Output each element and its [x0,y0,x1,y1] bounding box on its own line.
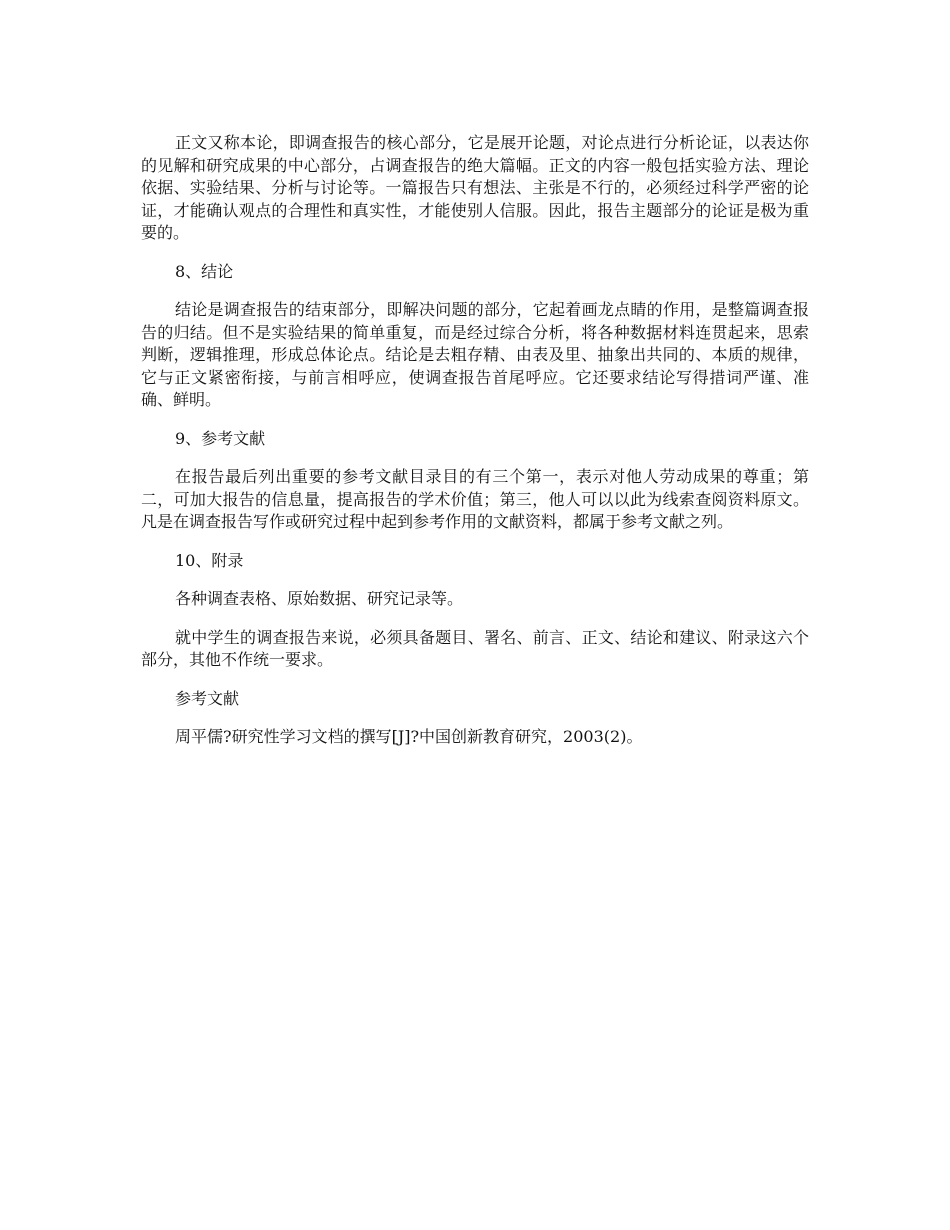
body-paragraph: 正文又称本论，即调查报告的核心部分，它是展开论题，对论点进行分析论证，以表达你的见解和研究成果的中心部分，占调查报告的绝大篇幅。正文的内容一般包括实验方法、理论依据、实验结果、分析与讨论等。一篇报告只有想法、主张是不行的，必须经过科学严密的论证，才能确认观点的合理性和真实性，才能使别人信服。因此，报告主题部分的论证是极为重要的。 [141,133,809,242]
section-heading-references: 9、参考文献 [175,428,266,448]
reference-item: 周平儒?研究性学习文档的撰写[J]?中国创新教育研究，2003(2)。 [175,727,643,746]
appendix-paragraph: 各种调查表格、原始数据、研究记录等。 [175,589,464,608]
section-heading-appendix: 10、附录 [175,550,244,570]
references-paragraph: 在报告最后列出重要的参考文献目录目的有三个第一，表示对他人劳动成果的尊重；第二，可加大报告的信息量，提高报告的学术价值；第三，他人可以以此为线索查阅资料原文。凡是在调查报告写作或研究过程中起到参考作用的文献资料，都属于参考文献之列。 [141,467,809,531]
conclusion-paragraph: 结论是调查报告的结束部分，即解决问题的部分，它起着画龙点睛的作用，是整篇调查报告的归结。但不是实验结果的简单重复，而是经过综合分析，将各种数据材料连贯起来，思索判断，逻辑推理，形成总体论点。结论是去粗存精、由表及里、抽象出共同的、本质的规律，它与正文紧密衔接，与前言相呼应，使调查报告首尾呼应。它还要求结论写得措词严谨、准确、鲜明。 [141,300,809,409]
reference-list-heading: 参考文献 [175,688,240,708]
section-heading-conclusion: 8、结论 [175,261,234,281]
students-paragraph: 就中学生的调查报告来说，必须具备题目、署名、前言、正文、结论和建议、附录这六个部分，其他不作统一要求。 [141,627,809,669]
document-page [141,132,809,765]
